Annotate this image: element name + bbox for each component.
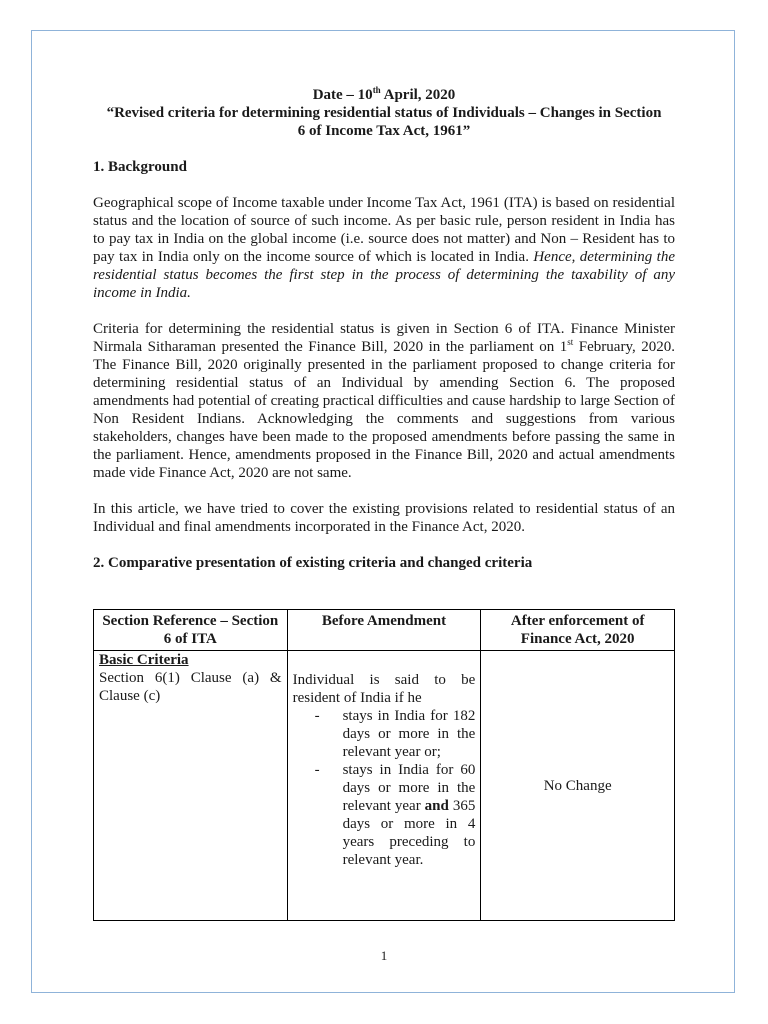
para1-text: Geographical scope of Income taxable under Income Tax Act, 1961 (ITA) is based on residential status and the location of source of such income. As per basic rule, person resident in India has to pay tax in India on the global income (i.e. source does not matter) and Non – Resident has to pay tax in India only on the income source of which is located in India.	[93, 195, 675, 265]
section-1-heading: 1. Background	[93, 159, 187, 175]
document-title: “Revised criteria for determining residential status of Individuals – Changes in Section 6 of Income Tax Act, 1961”	[106, 105, 662, 139]
section-2-heading: 2. Comparative presentation of existing criteria and changed criteria	[93, 555, 533, 571]
bullet2-bold: and	[424, 798, 449, 814]
list-item: - stays in India for 182 days or more in the relevant year or;	[293, 707, 476, 761]
before-intro: Individual is said to be resident of India if he	[292, 672, 476, 706]
para2-superscript: st	[567, 337, 574, 347]
comparison-table	[93, 609, 675, 921]
bullet2-text-a: stays in India for 60 days or more in the relevant year	[342, 762, 476, 814]
date-tail: April, 2020	[380, 87, 456, 103]
cell-section-reference	[94, 651, 288, 921]
before-criteria-list	[293, 707, 476, 869]
list-item	[293, 761, 476, 869]
para2-text-a: Criteria for determining the residential status is given in Section 6 of ITA. Finance Minister Nirmala Sitharaman presented the Finance Bill, 2020 in the parliament on 1	[93, 321, 675, 355]
header-section-reference: Section Reference – Section 6 of ITA	[94, 610, 288, 651]
date-line	[93, 86, 675, 104]
header-before-amendment: Before Amendment	[287, 610, 481, 651]
cell-before-amendment	[287, 651, 481, 921]
para2-text-b: February, 2020. The Finance Bill, 2020 originally presented in the parliament proposed to change criteria for determining residential status of an Individual by amending Section 6. The proposed amendments had potential of creating practical difficulties and cause hardship to large Section of Non Resident Indians. Acknowledging the comments and suggestions from various stakeholders, changes have been made to the proposed amendments before passing the same in the parliament. Hence, amendments proposed in the Finance Bill, 2020 and actual amendments made vide Finance Act, 2020 are not same.	[93, 339, 675, 481]
table-row	[94, 651, 675, 921]
background-paragraph-1	[93, 194, 675, 302]
page-number: 1	[380, 948, 388, 963]
bullet2-text-b: 365 days or more in 4 years preceding to relevant year.	[342, 798, 476, 868]
table-header-row	[94, 610, 675, 651]
basic-criteria-label: Basic Criteria	[99, 652, 189, 668]
date-superscript: th	[372, 85, 381, 95]
section-ref-text: Section 6(1) Clause (a) & Clause (c)	[99, 670, 282, 704]
para1-italic-text: Hence, determining the residential status becomes the first step in the process of determining the taxability of any income in India.	[93, 249, 675, 301]
background-paragraph-3: In this article, we have tried to cover the existing provisions related to residential status of an Individual and final amendments incorporated in the Finance Act, 2020.	[93, 501, 675, 535]
cell-after-enforcement: No Change	[481, 651, 675, 921]
header-after-enforcement: After enforcement of Finance Act, 2020	[481, 610, 675, 651]
background-paragraph-2	[93, 320, 675, 482]
date-text: Date – 10	[312, 87, 373, 103]
document-body	[93, 86, 675, 572]
